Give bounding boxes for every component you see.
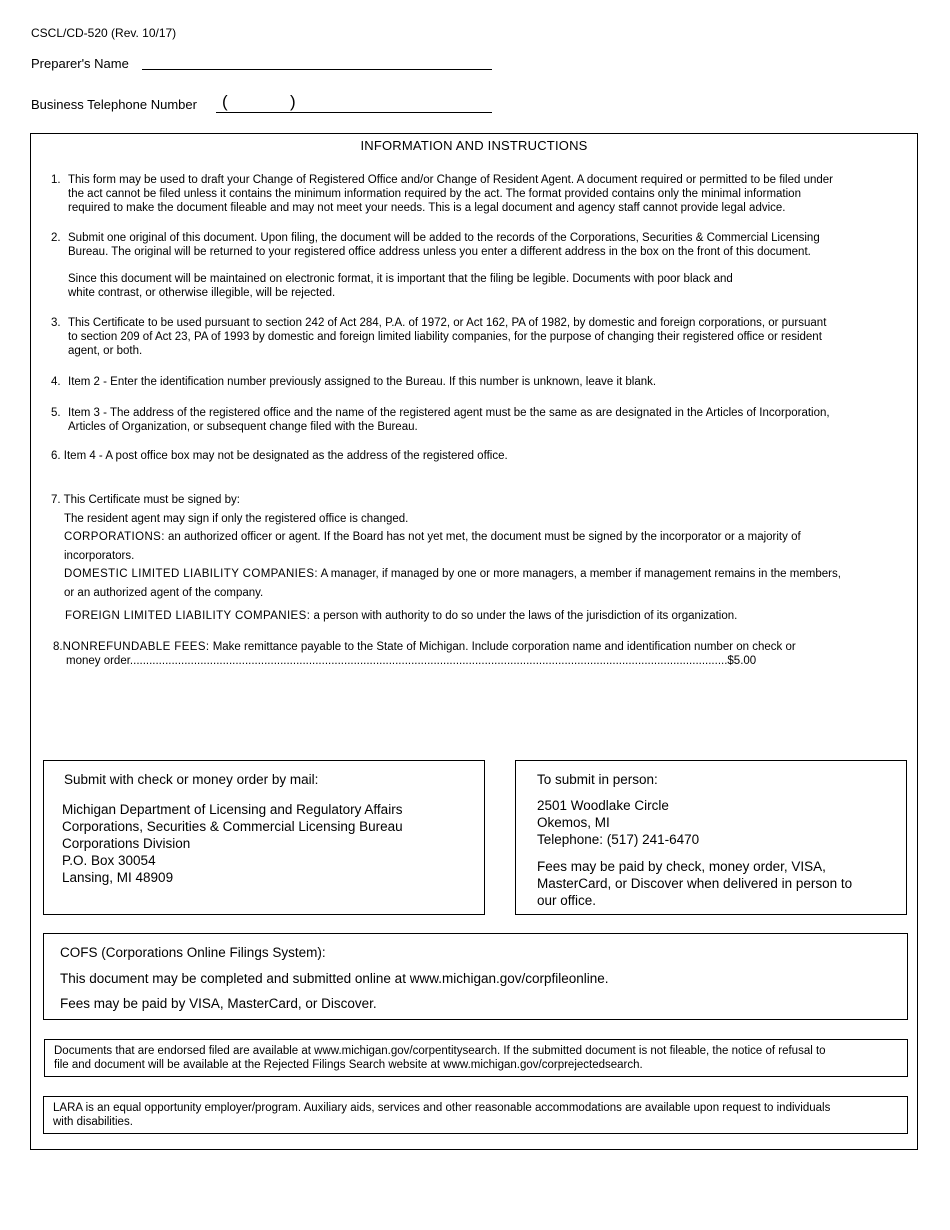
item-7-domestic-llc-cont: or an authorized agent of the company. (64, 587, 264, 599)
corporations-label: CORPORATIONS: (64, 531, 165, 543)
item-4-text: Item 2 - Enter the identification number previously assigned to the Bureau. If this number is unknown, leave it blank. (68, 376, 657, 388)
item-2-number: 2. (51, 232, 61, 244)
phone-area-open-paren: ( (222, 92, 228, 111)
item-5-line: Articles of Organization, or subsequent change filed with the Bureau. (68, 421, 418, 433)
item-8-number: 8. (53, 641, 63, 653)
item-1-line: This form may be used to draft your Change of Registered Office and/or Change of Resident Agent. A document required or permitted to be filed under (68, 174, 833, 186)
mail-box-title: Submit with check or money order by mail: (64, 772, 319, 787)
domestic-llc-text: A manager, if managed by one or more managers, a member if management remains in the members, (318, 568, 841, 580)
in-person-box-title: To submit in person: (537, 772, 658, 787)
lara-line: LARA is an equal opportunity employer/program. Auxiliary aids, services and other reasonable accommodations are available upon request to individuals (53, 1102, 831, 1114)
item-7-domestic-llc (64, 567, 841, 581)
endorsed-filings-box (44, 1039, 908, 1077)
fees-amount-line: money order...........................................................................................................................................................................................$5.00 (66, 655, 757, 667)
cofs-online-line: This document may be completed and submitted online at www.michigan.gov/corpfileonline. (60, 971, 609, 986)
item-4-number: 4. (51, 376, 61, 388)
item-2-line: Submit one original of this document. Upon filing, the document will be added to the records of the Corporations, Securities & Commercial Licensing (68, 232, 820, 244)
in-person-submission-box (515, 760, 907, 915)
item-3-line: agent, or both. (68, 345, 143, 357)
phone-label: Business Telephone Number (31, 97, 197, 112)
mail-address-line: P.O. Box 30054 (62, 853, 156, 868)
item-3-line: This Certificate to be used pursuant to section 242 of Act 284, P.A. of 1972, or Act 162, PA of 1982, by domestic and foreign corporations, or pursuant (68, 317, 827, 329)
item-7-foreign-llc (65, 609, 737, 623)
in-person-fees-line: our office. (537, 893, 597, 908)
form-id: CSCL/CD-520 (Rev. 10/17) (31, 26, 177, 40)
endorsed-line: file and document will be available at the Rejected Filings Search website at www.michigan.gov/corprejectedsearch. (54, 1059, 643, 1071)
item-1-line: the act cannot be filed unless it contains the minimum information required by the act. The format provided contains only the minimal information (68, 188, 801, 200)
foreign-llc-text: a person with authority to do so under the laws of the jurisdiction of its organization. (310, 610, 738, 622)
lara-notice-box (43, 1096, 908, 1134)
phone-area-close-paren: ) (290, 92, 296, 111)
item-2-legibility-line: Since this document will be maintained on electronic format, it is important that the filing be legible. Documents with poor black and (68, 273, 733, 285)
mail-address-line: Lansing, MI 48909 (62, 870, 174, 885)
cofs-fees-line: Fees may be paid by VISA, MasterCard, or Discover. (60, 996, 377, 1011)
item-7-corporations (64, 530, 801, 544)
mail-address-line: Corporations, Securities & Commercial Licensing Bureau (62, 819, 403, 834)
in-person-address-line: 2501 Woodlake Circle (537, 798, 669, 813)
mail-submission-box (43, 760, 485, 915)
cofs-box (43, 933, 908, 1020)
preparer-name-label: Preparer's Name (31, 56, 129, 71)
in-person-phone-line: Telephone: (517) 241-6470 (537, 832, 700, 847)
fees-text: Make remittance payable to the State of Michigan. Include corporation name and identification number on check or (209, 641, 796, 653)
item-1-number: 1. (51, 174, 61, 186)
item-3-number: 3. (51, 317, 61, 329)
item-7-text: 7. This Certificate must be signed by: (51, 494, 240, 506)
item-6-text: 6. Item 4 - A post office box may not be designated as the address of the registered office. (51, 450, 508, 462)
instructions-title: INFORMATION AND INSTRUCTIONS (360, 138, 588, 153)
preparer-name-field[interactable] (142, 69, 492, 70)
corporations-text: an authorized officer or agent. If the Board has not yet met, the document must be signed by the incorporator or a majority of (164, 531, 801, 543)
item-2-line: Bureau. The original will be returned to your registered office address unless you enter a different address in the box on the front of this document. (68, 246, 811, 258)
item-1-line: required to make the document fileable and may not meet your needs. This is a legal document and agency staff cannot provide legal advice. (68, 202, 786, 214)
endorsed-line: Documents that are endorsed filed are available at www.michigan.gov/corpentitysearch. If the submitted document is not fileable, the notice of refusal to (54, 1045, 826, 1057)
item-5-line: Item 3 - The address of the registered office and the name of the registered agent must be the same as are designated in the Articles of Incorporation, (68, 407, 830, 419)
mail-address-line: Corporations Division (62, 836, 191, 851)
fees-label: NONREFUNDABLE FEES: (62, 641, 210, 653)
in-person-address-line: Okemos, MI (537, 815, 610, 830)
cofs-title: COFS (Corporations Online Filings System): (60, 945, 326, 960)
item-7-resident-agent: The resident agent may sign if only the registered office is changed. (64, 513, 409, 525)
lara-line: with disabilities. (53, 1116, 133, 1128)
mail-address-line: Michigan Department of Licensing and Regulatory Affairs (62, 802, 403, 817)
item-8 (53, 640, 796, 654)
in-person-fees-line: Fees may be paid by check, money order, VISA, (537, 859, 826, 874)
item-3-line: to section 209 of Act 23, PA of 1993 by domestic and foreign limited liability companies, for the purpose of changing their registered office or resident (68, 331, 822, 343)
item-2-legibility-line: white contrast, or otherwise illegible, will be rejected. (68, 287, 336, 299)
in-person-fees-line: MasterCard, or Discover when delivered in person to (537, 876, 853, 891)
phone-field[interactable] (216, 112, 492, 113)
item-7-corporations-cont: incorporators. (64, 550, 135, 562)
domestic-llc-label: DOMESTIC LIMITED LIABILITY COMPANIES: (64, 568, 319, 580)
item-5-number: 5. (51, 407, 61, 419)
foreign-llc-label: FOREIGN LIMITED LIABILITY COMPANIES: (65, 610, 311, 622)
